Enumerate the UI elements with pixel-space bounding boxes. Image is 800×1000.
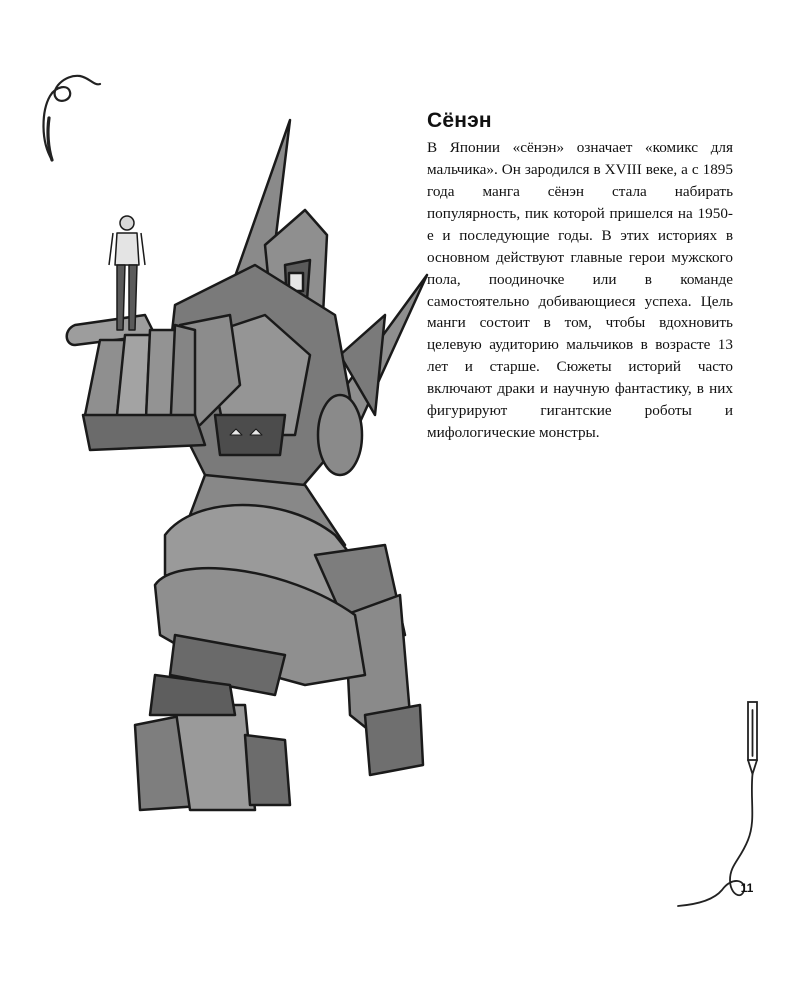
article (427, 108, 733, 444)
article-title: Сёнэн (427, 109, 492, 132)
article-body: В Японии «сёнэн» означает «комикс для мальчика». Он зародился в XVIII веке, а с 1895 года манга сёнэн стала набирать популярность, пик которой пришелся на 1950-е и последующие годы. В этих историях в основном действуют главные герои мужского пола, поодиночке или в команде самостоятельно добивающиеся успеха. Цель манги состоит в том, чтобы вдохновить целевую аудиторию мальчиков в возрасте 13 лет и старше. Сюжеты историй часто включают драки и научную фантастику, в них фигурируют гигантские роботы и мифологические монстры. (427, 139, 733, 441)
page-number: 11 (740, 881, 754, 895)
robot-illustration (55, 115, 430, 815)
